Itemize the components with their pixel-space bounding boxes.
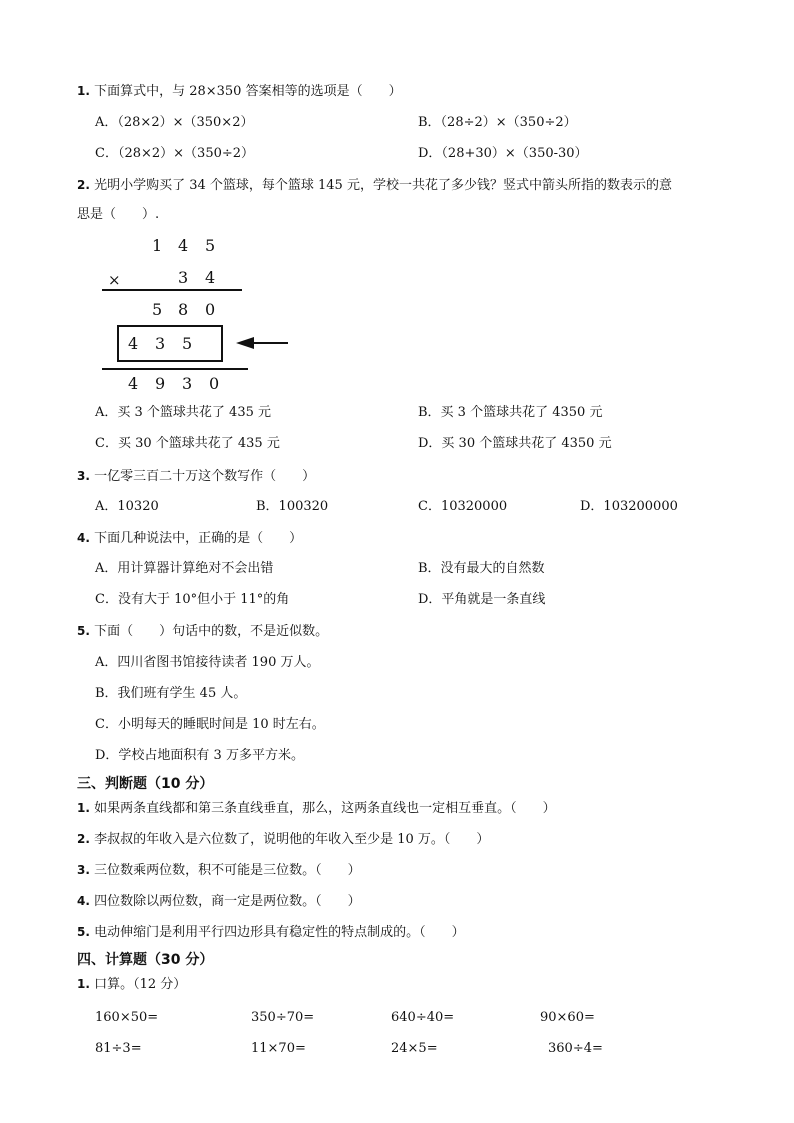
calc-digit: 3 (178, 268, 189, 287)
oral-calc-item[interactable]: 81÷3= (95, 1041, 142, 1056)
calc-digit: 5 (152, 300, 163, 319)
calc-digit: 8 (178, 300, 189, 319)
question-text: 一亿零三百二十万这个数写作（ ） (94, 469, 316, 484)
q2-option-a[interactable]: A．买 3 个篮球共花了 435 元 (95, 405, 272, 420)
calc-digit: 3 (182, 374, 193, 393)
oral-calc-item[interactable]: 350÷70= (251, 1010, 315, 1025)
calc-digit: 4 (205, 268, 216, 287)
q3-option-c[interactable]: C．10320000 (418, 499, 508, 514)
question-text: 下面几种说法中，正确的是（ ） (94, 531, 303, 546)
question-number: 1. (77, 84, 90, 98)
calc-digit: 4 (128, 334, 139, 353)
calc-rule-line (102, 289, 242, 291)
q2-stem-line2: 思是（ ）. (77, 207, 160, 222)
oral-calc-item[interactable]: 11×70= (251, 1041, 306, 1056)
q1-option-c[interactable]: C．（28×2）×（350÷2） (95, 146, 255, 161)
q3-option-b[interactable]: B．100320 (256, 499, 329, 514)
calc-digit: 1 (152, 236, 163, 255)
question-number: 4. (77, 894, 90, 908)
question-text: 光明小学购买了 34 个篮球，每个篮球 145 元，学校一共花了多少钱？竖式中箭头所指的数表示的意 (94, 178, 672, 193)
oral-calc-item[interactable]: 160×50= (95, 1010, 159, 1025)
question-number: 3. (77, 863, 90, 877)
calc-digit: 5 (205, 236, 216, 255)
question-text: 李叔叔的年收入是六位数了，说明他的年收入至少是 10 万。（ ） (94, 832, 490, 847)
q5-stem (77, 622, 328, 641)
times-sign: × (108, 271, 121, 289)
calc-rule-line (102, 368, 248, 370)
q5-option-c[interactable]: C．小明每天的睡眠时间是 10 时左右。 (95, 717, 325, 732)
question-number: 1. (77, 977, 90, 991)
q4-option-c[interactable]: C．没有大于 10°但小于 11°的角 (95, 592, 290, 607)
q3-option-a[interactable]: A．10320 (95, 499, 159, 514)
oral-calc-item[interactable]: 360÷4= (548, 1041, 603, 1056)
question-text: 下面（ ）句话中的数，不是近似数。 (94, 624, 329, 639)
oral-calc-heading (77, 975, 186, 994)
question-text: 口算。（12 分） (94, 977, 187, 992)
judgment-item (77, 861, 361, 880)
q4-option-b[interactable]: B．没有最大的自然数 (418, 561, 545, 576)
question-number: 4. (77, 531, 90, 545)
q3-option-d[interactable]: D．103200000 (580, 499, 678, 514)
judgment-item (77, 923, 465, 942)
q1-stem (77, 82, 402, 101)
q5-option-d[interactable]: D．学校占地面积有 3 万多平方米。 (95, 748, 304, 763)
oral-calc-item[interactable]: 24×5= (391, 1041, 438, 1056)
judgment-item (77, 892, 361, 911)
calc-digit: 4 (178, 236, 189, 255)
question-number: 2. (77, 832, 90, 846)
q4-option-a[interactable]: A．用计算器计算绝对不会出错 (95, 561, 274, 576)
question-text: 电动伸缩门是利用平行四边形具有稳定性的特点制成的。（ ） (94, 925, 465, 940)
calc-digit: 5 (182, 334, 193, 353)
q4-stem (77, 529, 302, 548)
q5-option-b[interactable]: B．我们班有学生 45 人。 (95, 686, 247, 701)
question-text: 三位数乘两位数，积不可能是三位数。（ ） (94, 863, 361, 878)
question-number: 2. (77, 178, 90, 192)
q4-option-d[interactable]: D．平角就是一条直线 (418, 592, 546, 607)
judgment-item (77, 799, 556, 818)
question-number: 3. (77, 469, 90, 483)
calc-digit: 0 (205, 300, 216, 319)
calc-digit: 4 (128, 374, 139, 393)
calc-digit: 3 (155, 334, 166, 353)
question-text: 下面算式中，与 28×350 答案相等的选项是（ ） (94, 84, 402, 99)
q1-option-d[interactable]: D．（28+30）×（350-30） (418, 146, 588, 161)
oral-calc-item[interactable]: 640÷40= (391, 1010, 455, 1025)
oral-calc-item[interactable]: 90×60= (540, 1010, 595, 1025)
q1-option-a[interactable]: A．（28×2）×（350×2） (95, 115, 254, 130)
q2-option-b[interactable]: B．买 3 个篮球共花了 4350 元 (418, 405, 603, 420)
judgment-item (77, 830, 489, 849)
question-text: 如果两条直线都和第三条直线垂直，那么，这两条直线也一定相互垂直。（ ） (94, 801, 556, 816)
q2-option-c[interactable]: C．买 30 个篮球共花了 435 元 (95, 436, 280, 451)
q2-option-d[interactable]: D．买 30 个篮球共花了 4350 元 (418, 436, 612, 451)
q1-option-b[interactable]: B．（28÷2）×（350÷2） (418, 115, 577, 130)
question-text: 四位数除以两位数，商一定是两位数。（ ） (94, 894, 361, 909)
q2-stem-line1 (77, 176, 672, 195)
question-number: 5. (77, 624, 90, 638)
calc-digit: 9 (155, 374, 166, 393)
calc-digit: 0 (209, 374, 220, 393)
left-arrow-icon (236, 336, 290, 350)
q5-option-a[interactable]: A．四川省图书馆接待读者 190 万人。 (95, 655, 320, 670)
section-title-calculation: 四、计算题（30 分） (77, 952, 214, 968)
question-number: 5. (77, 925, 90, 939)
section-title-judgment: 三、判断题（10 分） (77, 776, 214, 792)
question-number: 1. (77, 801, 90, 815)
q3-stem (77, 467, 315, 486)
